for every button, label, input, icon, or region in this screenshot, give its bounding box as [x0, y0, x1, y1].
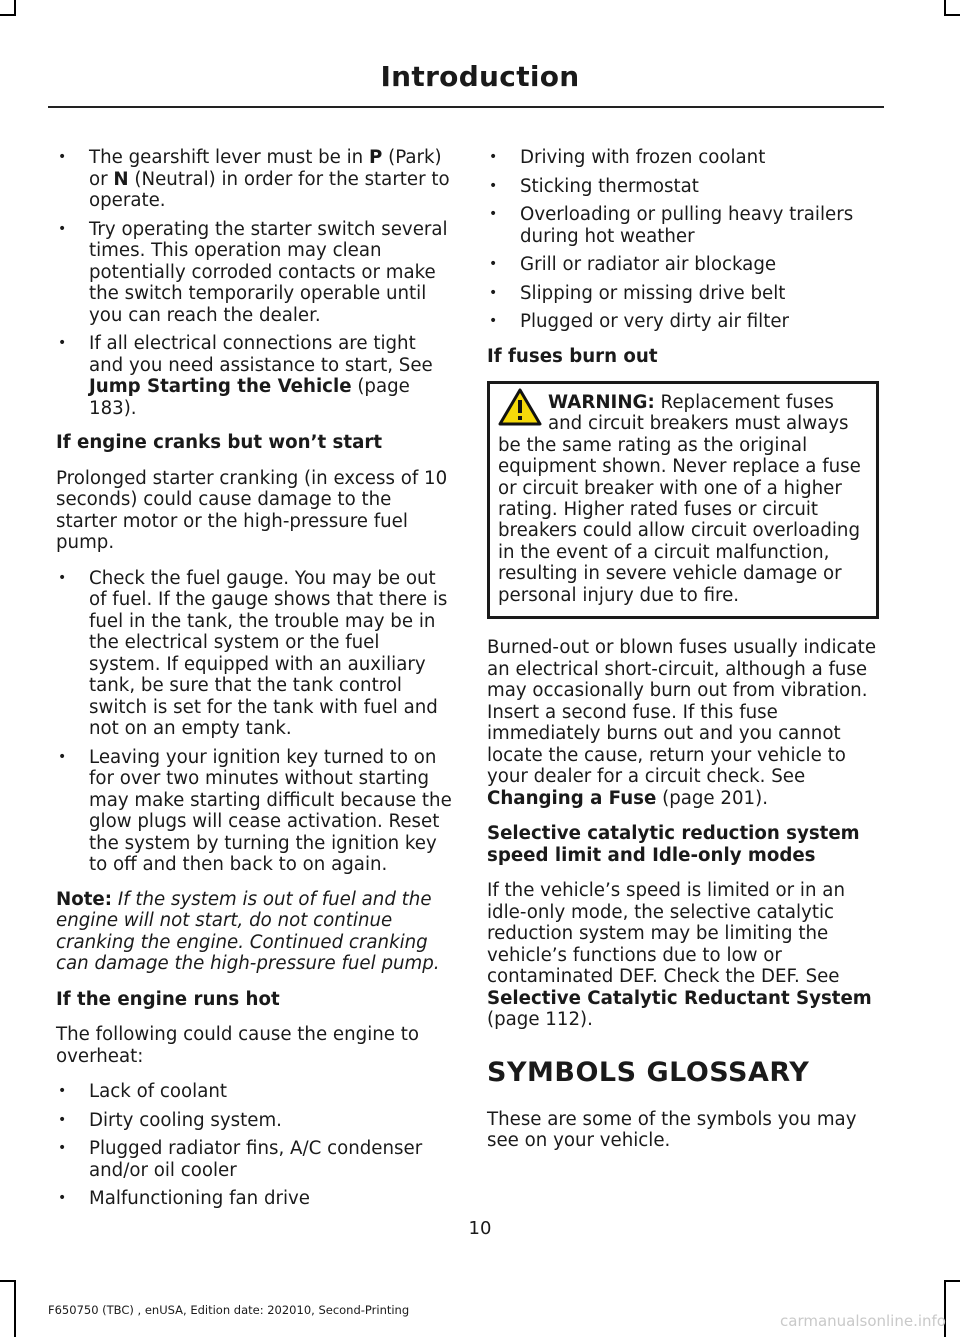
list-item: • Plugged or very dirty air filter	[487, 311, 879, 333]
section-heading-cranks: If engine cranks but won’t start	[56, 432, 383, 453]
list-item: • Driving with frozen coolant	[487, 147, 879, 169]
footer-edition: F650750 (TBC) , enUSA, Edition date: 202010, Second-Printing	[48, 1303, 410, 1317]
crop-mark-bottom-right-h	[944, 1280, 960, 1282]
warning-box	[487, 381, 879, 619]
scr-system-link[interactable]: Selective Catalytic Reductant System	[487, 987, 872, 1009]
watermark: carmanualsonline.info	[780, 1312, 946, 1330]
crop-mark-bottom-left-h	[0, 1280, 16, 1282]
warning-text: Replacement fuses and circuit breakers must always be the same rating as the original equipment shown. Never replace a fuse or circuit breaker with one of a higher rating. Higher rated fuses or circuit breakers could allow circuit overloading in the event of a circuit malfunction, resulting in severe vehicle damage or personal injury due to fire.	[498, 392, 861, 606]
left-column	[56, 147, 454, 1223]
list-item: • Grill or radiator air blockage	[487, 254, 879, 276]
cranks-bullets	[56, 568, 454, 876]
header-rule	[48, 106, 884, 108]
paragraph-scr: If the vehicle’s speed is limited or in an idle-only mode, the selective catalytic reduction system may be limiting the vehicle’s functions due to low or contaminated DEF. Check the DEF. See Selective Catalytic Reductant System (page 112).	[487, 880, 872, 1031]
list-item: • If all electrical connections are tight and you need assistance to start, See Jump Starting the Vehicle (page 183).	[56, 333, 454, 419]
list-item: • Sticking thermostat	[487, 176, 879, 198]
list-item: • Check the fuel gauge. You may be out of fuel. If the gauge shows that there is fuel in the tank, the trouble may be in the electrical system or the fuel system. If equipped with an auxiliary tank, be sure that the tank control switch is set for the tank with fuel and not on an empty tank.	[56, 568, 454, 740]
overheat-bullets	[56, 1081, 454, 1210]
warning-triangle-icon	[498, 388, 542, 426]
note	[56, 889, 454, 975]
paragraph-overheat: The following could cause the engine to overheat:	[56, 1024, 420, 1067]
section-heading-scr: Selective catalytic reduction system speed limit and Idle-only modes	[487, 823, 860, 866]
list-item: • The gearshift lever must be in P (Park) or N (Neutral) in order for the starter to operate.	[56, 147, 454, 212]
crop-mark-bottom-left-v	[14, 1280, 16, 1337]
changing-fuse-link[interactable]: Changing a Fuse	[487, 787, 657, 809]
list-item: • Try operating the starter switch several times. This operation may clean potentially corroded contacts or make the switch temporarily operable until you can reach the dealer.	[56, 219, 454, 327]
list-item: • Leaving your ignition key turned to on for over two minutes without starting may make starting difficult because the glow plugs will cease activation. Reset the system by turning the ignition key to off and then back to on again.	[56, 747, 454, 876]
page-title: Introduction	[380, 60, 580, 93]
starter-bullets	[56, 147, 454, 419]
symbols-glossary-heading: SYMBOLS GLOSSARY	[487, 1056, 810, 1088]
list-item: • Overloading or pulling heavy trailers during hot weather	[487, 204, 879, 247]
list-item: • Lack of coolant	[56, 1081, 454, 1103]
list-item: • Plugged radiator fins, A/C condenser and/or oil cooler	[56, 1138, 454, 1181]
note-label: Note:	[56, 888, 113, 910]
jump-starting-link[interactable]: Jump Starting the Vehicle	[89, 376, 352, 397]
list-item: • Malfunctioning fan drive	[56, 1188, 454, 1210]
warning-title: WARNING:	[548, 392, 655, 413]
list-item: • Slipping or missing drive belt	[487, 283, 879, 305]
paragraph-burned-fuses: Burned-out or blown fuses usually indicate an electrical short-circuit, although a fuse may occasionally burn out from vibration. Insert a second fuse. If this fuse immediately burns out and you cannot locate the cause, return your vehicle to your dealer for a circuit check. See Changing a Fuse (page 201).	[487, 637, 877, 809]
right-column	[487, 147, 879, 1166]
section-heading-hot: If the engine runs hot	[56, 988, 280, 1010]
neutral-label: N	[113, 168, 129, 190]
crop-mark-top-left-h	[0, 14, 16, 16]
overheat-bullets-continued	[487, 147, 879, 333]
note-text: If the system is out of fuel and the engine will not start, do not continue cranking the engine. Continued cranking can damage the high-pressure fuel pump.	[56, 888, 440, 974]
list-item: • Dirty cooling system.	[56, 1110, 454, 1132]
page-number: 10	[468, 1218, 492, 1239]
paragraph-prolonged: Prolonged starter cranking (in excess of 10 seconds) could cause damage to the starter motor or the high-pressure fuel pump.	[56, 467, 448, 553]
section-heading-fuses: If fuses burn out	[487, 345, 658, 367]
paragraph-symbols: These are some of the symbols you may see on your vehicle.	[487, 1108, 857, 1152]
crop-mark-top-right-h	[944, 14, 960, 16]
park-label: P	[368, 147, 383, 168]
